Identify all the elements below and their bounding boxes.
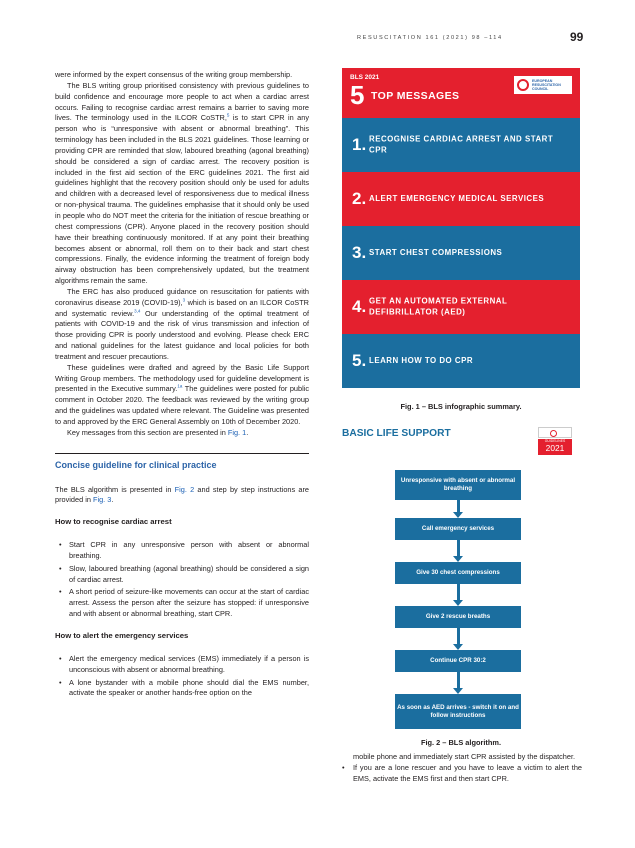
algorithm-step-3: Give 30 chest compressions bbox=[395, 562, 521, 584]
message-text: ALERT EMERGENCY MEDICAL SERVICES bbox=[369, 193, 545, 203]
algorithm-step-1: Unresponsive with absent or abnormal breathing bbox=[395, 470, 521, 500]
bullet-list bbox=[55, 654, 309, 699]
section-divider bbox=[55, 453, 309, 454]
message-number: 1. bbox=[352, 135, 367, 154]
arrow-down-icon bbox=[453, 628, 463, 650]
top-message-4 bbox=[342, 280, 580, 334]
message-text: GET AN AUTOMATED EXTERNAL DEFIBRILLATOR (AED) bbox=[369, 296, 508, 316]
message-number: 4. bbox=[352, 297, 367, 316]
bullet-list bbox=[55, 540, 309, 620]
message-number: 3. bbox=[352, 243, 367, 262]
citation[interactable]: 5 bbox=[226, 112, 230, 118]
fig2-link[interactable]: Fig. 2 bbox=[174, 484, 195, 494]
infographic-title: TOP MESSAGES bbox=[371, 90, 460, 102]
guidelines-badge bbox=[538, 427, 572, 455]
message-text: RECOGNISE CARDIAC ARREST AND START CPR bbox=[369, 134, 554, 154]
paragraph: were informed by the expert consensus of the writing group membership. bbox=[55, 70, 293, 79]
top-message-1 bbox=[342, 118, 580, 172]
top-message-5 bbox=[342, 334, 580, 388]
list-item: • A lone bystander with a mobile phone should dial the EMS number, activate the speaker or another hands-free option on the bbox=[59, 677, 309, 698]
list-item: • A short period of seizure-like movements can occur at the start of cardiac arrest. Assess the person after the seizure has stopped: if unresponsive and with absent or abnormal breathing, start CPR. bbox=[59, 587, 309, 619]
message-number: 5. bbox=[352, 351, 367, 370]
badge-label: GUIDELINES bbox=[544, 439, 566, 443]
subsection-heading: How to recognise cardiac arrest bbox=[55, 517, 172, 527]
paragraph: The ERC has also produced guidance on resuscitation for patients with coronavirus disease 2019 (COVID-19),$^3$ which is based on an ILCOR CoSTR and systematic review.$^{3,4}$ Our understanding of the optimal treatment of patients with COVID-19 and the risk of virus transmission and infection of those providing CPR is poorly understood and evolving. Please check ERC and national guidelines for the latest guidance and local policies for both treatment and rescuer precautions. bbox=[55, 286, 309, 361]
paragraph: These guidelines were drafted and agreed by the Basic Life Support Writing Group members. The methodology used for guideline development is presented in the Executive summary.$^{1a}$ The guidelines were posted for public comment in October 2020. The feedback was reviewed by the writing group and the guidelines was updated where relevant. The Guideline was presented to and approved by the ERC General Assembly on 10th of December 2020. bbox=[55, 362, 310, 426]
left-column bbox=[55, 70, 309, 701]
message-text: START CHEST COMPRESSIONS bbox=[369, 247, 503, 257]
right-column-text bbox=[342, 752, 582, 785]
arrow-down-icon bbox=[453, 584, 463, 606]
paragraph: The BLS algorithm is presented in Fig. 2 and step by step instructions are provided in Fig. 3. bbox=[55, 484, 309, 505]
infographic-five: 5 bbox=[350, 80, 365, 110]
algorithm-step-6: As soon as AED arrives - switch it on and follow instructions bbox=[395, 694, 521, 729]
paragraph: mobile phone and immediately start CPR assisted by the dispatcher. bbox=[353, 752, 576, 761]
figure-caption: Fig. 2 – BLS algorithm. bbox=[420, 738, 502, 747]
erc-logo-text: EUROPEAN RESUSCITATION COUNCIL bbox=[532, 79, 561, 91]
citation[interactable]: 3 bbox=[182, 297, 186, 303]
message-number: 2. bbox=[352, 189, 367, 208]
page-number: 99 bbox=[570, 30, 584, 44]
algorithm-title: BASIC LIFE SUPPORT bbox=[342, 428, 451, 439]
badge-year: 2021 bbox=[545, 443, 565, 453]
paragraph: Key messages from this section are presented in Fig. 1. bbox=[67, 427, 249, 437]
fig1-link[interactable]: Fig. 1 bbox=[227, 427, 247, 437]
top-message-2 bbox=[342, 172, 580, 226]
erc-logo-icon bbox=[517, 79, 529, 91]
message-text: LEARN HOW TO DO CPR bbox=[369, 355, 474, 365]
running-header: RESUSCITATION 161 (2021) 98 –114 bbox=[357, 35, 503, 41]
list-item: • Alert the emergency medical services (EMS) immediately if a person is unconscious with absent or abnormal breathing. bbox=[59, 653, 309, 674]
erc-badge-icon bbox=[550, 430, 557, 437]
infographic-header bbox=[342, 68, 580, 118]
list-item: • Slow, laboured breathing (agonal breathing) should be considered a sign of cardiac arrest. bbox=[59, 563, 309, 584]
arrow-down-icon bbox=[453, 500, 463, 518]
arrow-down-icon bbox=[453, 540, 463, 562]
algorithm-step-5: Continue CPR 30:2 bbox=[395, 650, 521, 672]
fig3-link[interactable]: Fig. 3 bbox=[92, 495, 112, 505]
erc-logo bbox=[514, 76, 572, 94]
arrow-down-icon bbox=[453, 672, 463, 694]
list-item: • Start CPR in any unresponsive person with absent or abnormal breathing. bbox=[59, 540, 309, 560]
list-item: • If you are a lone rescuer and you have to leave a victim to alert the EMS, activate the EMS first and then start CPR. bbox=[342, 762, 582, 783]
infographic-label: BLS 2021 bbox=[350, 74, 380, 81]
subsection-heading: How to alert the emergency services bbox=[55, 630, 189, 640]
algorithm-step-4: Give 2 rescue breaths bbox=[395, 606, 521, 628]
figure-caption: Fig. 1 – BLS infographic summary. bbox=[400, 402, 522, 411]
top-message-3 bbox=[342, 226, 580, 280]
section-title: Concise guideline for clinical practice bbox=[55, 459, 217, 470]
paragraph: The BLS writing group prioritised consistency with previous guidelines to build confidence and encourage more people to act when a cardiac arrest occurs. Failing to recognise cardiac arrest remains a barrier to saving more lives. The terminology used in the ILCOR CoSTR,$^5$ is to start CPR in any person who is “unresponsive with absent or abnormal breathing”. This terminology has been included in the BLS 2021 guidelines. Those learning or providing CPR are reminded that slow, laboured breathing (agonal breathing) should be considered a sign of cardiac arrest. The recovery position is included in the first aid section of the ERC guidelines 2021. The first aid guidelines highlight that the recovery position should only be used for adults and children with a decreased level of responsiveness due to medical illness or non-physical trauma. The guidelines emphasise that it should only be used in people who do NOT meet the criteria for the initiation of rescue breathing or chest compressions (CPR). Anyone placed in the recovery position should have their breathing continuously monitored. If at any point their breathing becomes absent or abnormal, roll them on to their back and start chest compressions. Finally, the evidence informing the treatment of foreign body airway obstruction has been comprehensively updated, but the treatment algorithms remain the same. bbox=[55, 80, 310, 286]
message-list bbox=[342, 118, 580, 388]
citation[interactable]: 3,4 bbox=[134, 308, 141, 314]
top-messages-infographic bbox=[342, 68, 580, 388]
algorithm-step-2: Call emergency services bbox=[395, 518, 521, 540]
citation[interactable]: 1a bbox=[177, 384, 183, 390]
